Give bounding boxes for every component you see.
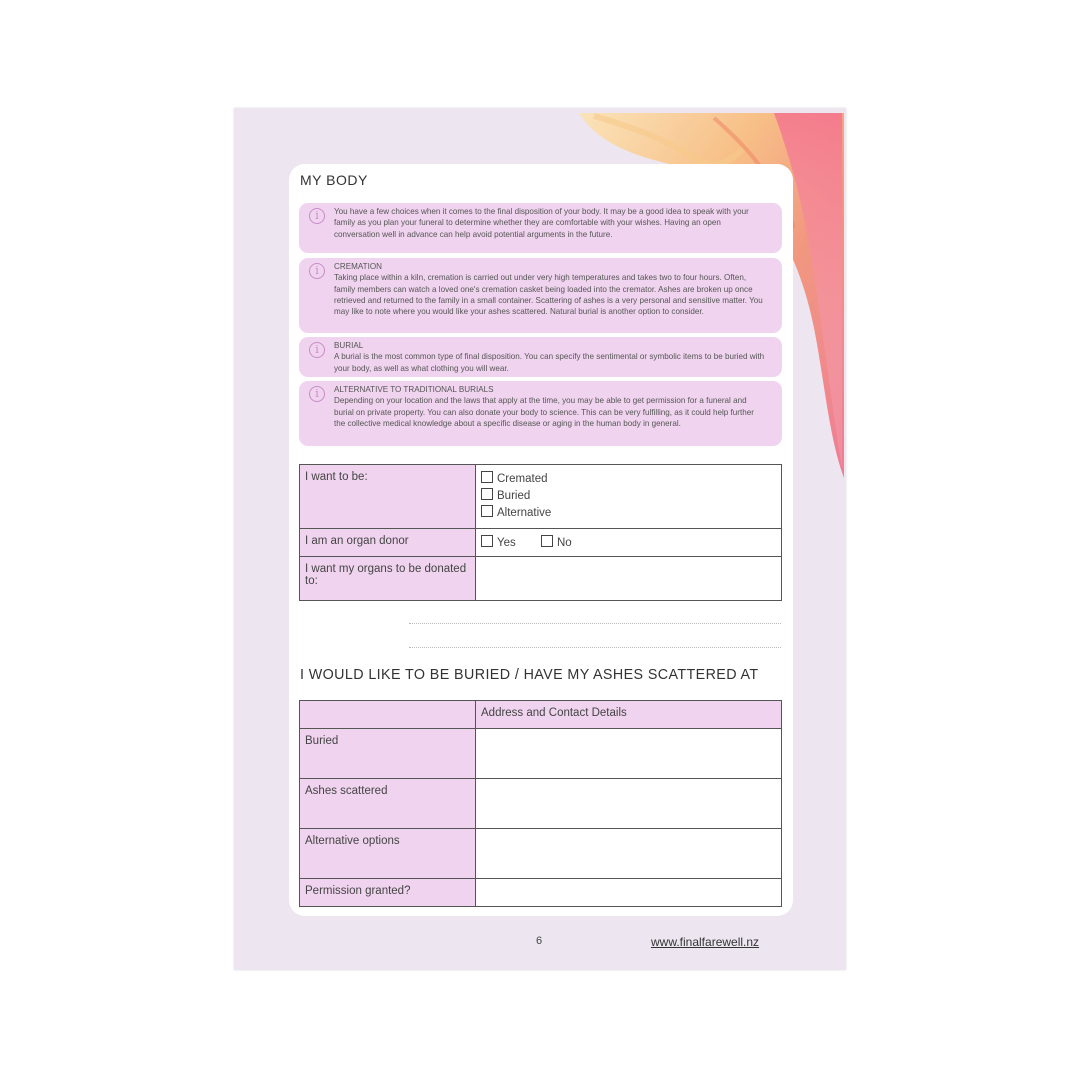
location-table (299, 700, 782, 907)
info-box-cremation (299, 258, 782, 333)
document-page (234, 108, 846, 970)
ashes-address-field[interactable] (476, 779, 782, 829)
checkbox[interactable] (481, 535, 493, 547)
organ-donor-options (476, 529, 782, 557)
info-box-intro (299, 203, 782, 253)
option-no[interactable]: No (541, 535, 572, 549)
info-text: A burial is the most common type of final disposition. You can specify the sentimental or symbolic items to be buried with your body, as well as what clothing you will wear. (334, 352, 765, 373)
divider (409, 623, 781, 625)
page-title: MY BODY (300, 172, 368, 188)
checkbox[interactable] (481, 505, 493, 517)
row-label-ashes: Ashes scattered (300, 779, 476, 829)
info-box-burial (299, 337, 782, 377)
checkbox[interactable] (541, 535, 553, 547)
info-icon: i (309, 208, 325, 224)
info-text: Depending on your location and the laws that apply at the time, you may be able to get permission for a funeral and burial on private property. You can also donate your body to science. This can be very fulfilling, as it could help further the collective medical knowledge about a specific disease or aging in the human body in general. (334, 396, 754, 428)
page-number: 6 (536, 935, 543, 947)
website-link[interactable]: www.finalfarewell.nz (651, 935, 760, 949)
info-heading: ALTERNATIVE TO TRADITIONAL BURIALS (334, 385, 494, 394)
alternative-address-field[interactable] (476, 829, 782, 879)
option-cremated[interactable]: Cremated (481, 471, 776, 488)
section-heading: I WOULD LIKE TO BE BURIED / HAVE MY ASHES SCATTERED AT (300, 667, 759, 683)
wishes-table (299, 464, 782, 601)
info-icon: i (309, 263, 325, 279)
row-label-buried: Buried (300, 729, 476, 779)
option-buried[interactable]: Buried (481, 488, 776, 505)
checkbox[interactable] (481, 488, 493, 500)
address-column-header: Address and Contact Details (476, 701, 782, 729)
divider (409, 647, 781, 649)
info-icon: i (309, 342, 325, 358)
organ-donor-label: I am an organ donor (300, 529, 476, 557)
checkbox[interactable] (481, 471, 493, 483)
option-yes[interactable]: Yes (481, 535, 516, 549)
content-card (289, 164, 793, 916)
info-text: You have a few choices when it comes to the final disposition of your body. It may be a good idea to speak with your family as you plan your funeral to determine whether they are comfortable with your wishes. Having an open conversation well in advance can help avoid potential arguments in the future. (334, 207, 749, 239)
row-label-alternative: Alternative options (300, 829, 476, 879)
want-to-be-options (476, 465, 782, 529)
organs-field[interactable] (476, 557, 782, 601)
buried-address-field[interactable] (476, 729, 782, 779)
info-heading: CREMATION (334, 262, 382, 271)
permission-field[interactable] (476, 879, 782, 907)
info-text: Taking place within a kiln, cremation is carried out under very high temperatures and takes two to four hours. Often, family members can watch a loved one's cremation casket being loaded into the cremator. Ashes are broken up once retrieved and returned to the family in a small container. Scattering of ashes is a very personal and sensitive matter. You may like to note where you would like your ashes scattered. Natural burial is another option to consider. (334, 273, 763, 317)
header-blank-cell (300, 701, 476, 729)
want-to-be-label: I want to be: (300, 465, 476, 529)
info-icon: i (309, 386, 325, 402)
row-label-permission: Permission granted? (300, 879, 476, 907)
organs-label: I want my organs to be donated to: (300, 557, 476, 601)
option-alternative[interactable]: Alternative (481, 505, 776, 522)
info-heading: BURIAL (334, 341, 364, 350)
info-box-alternative (299, 381, 782, 446)
